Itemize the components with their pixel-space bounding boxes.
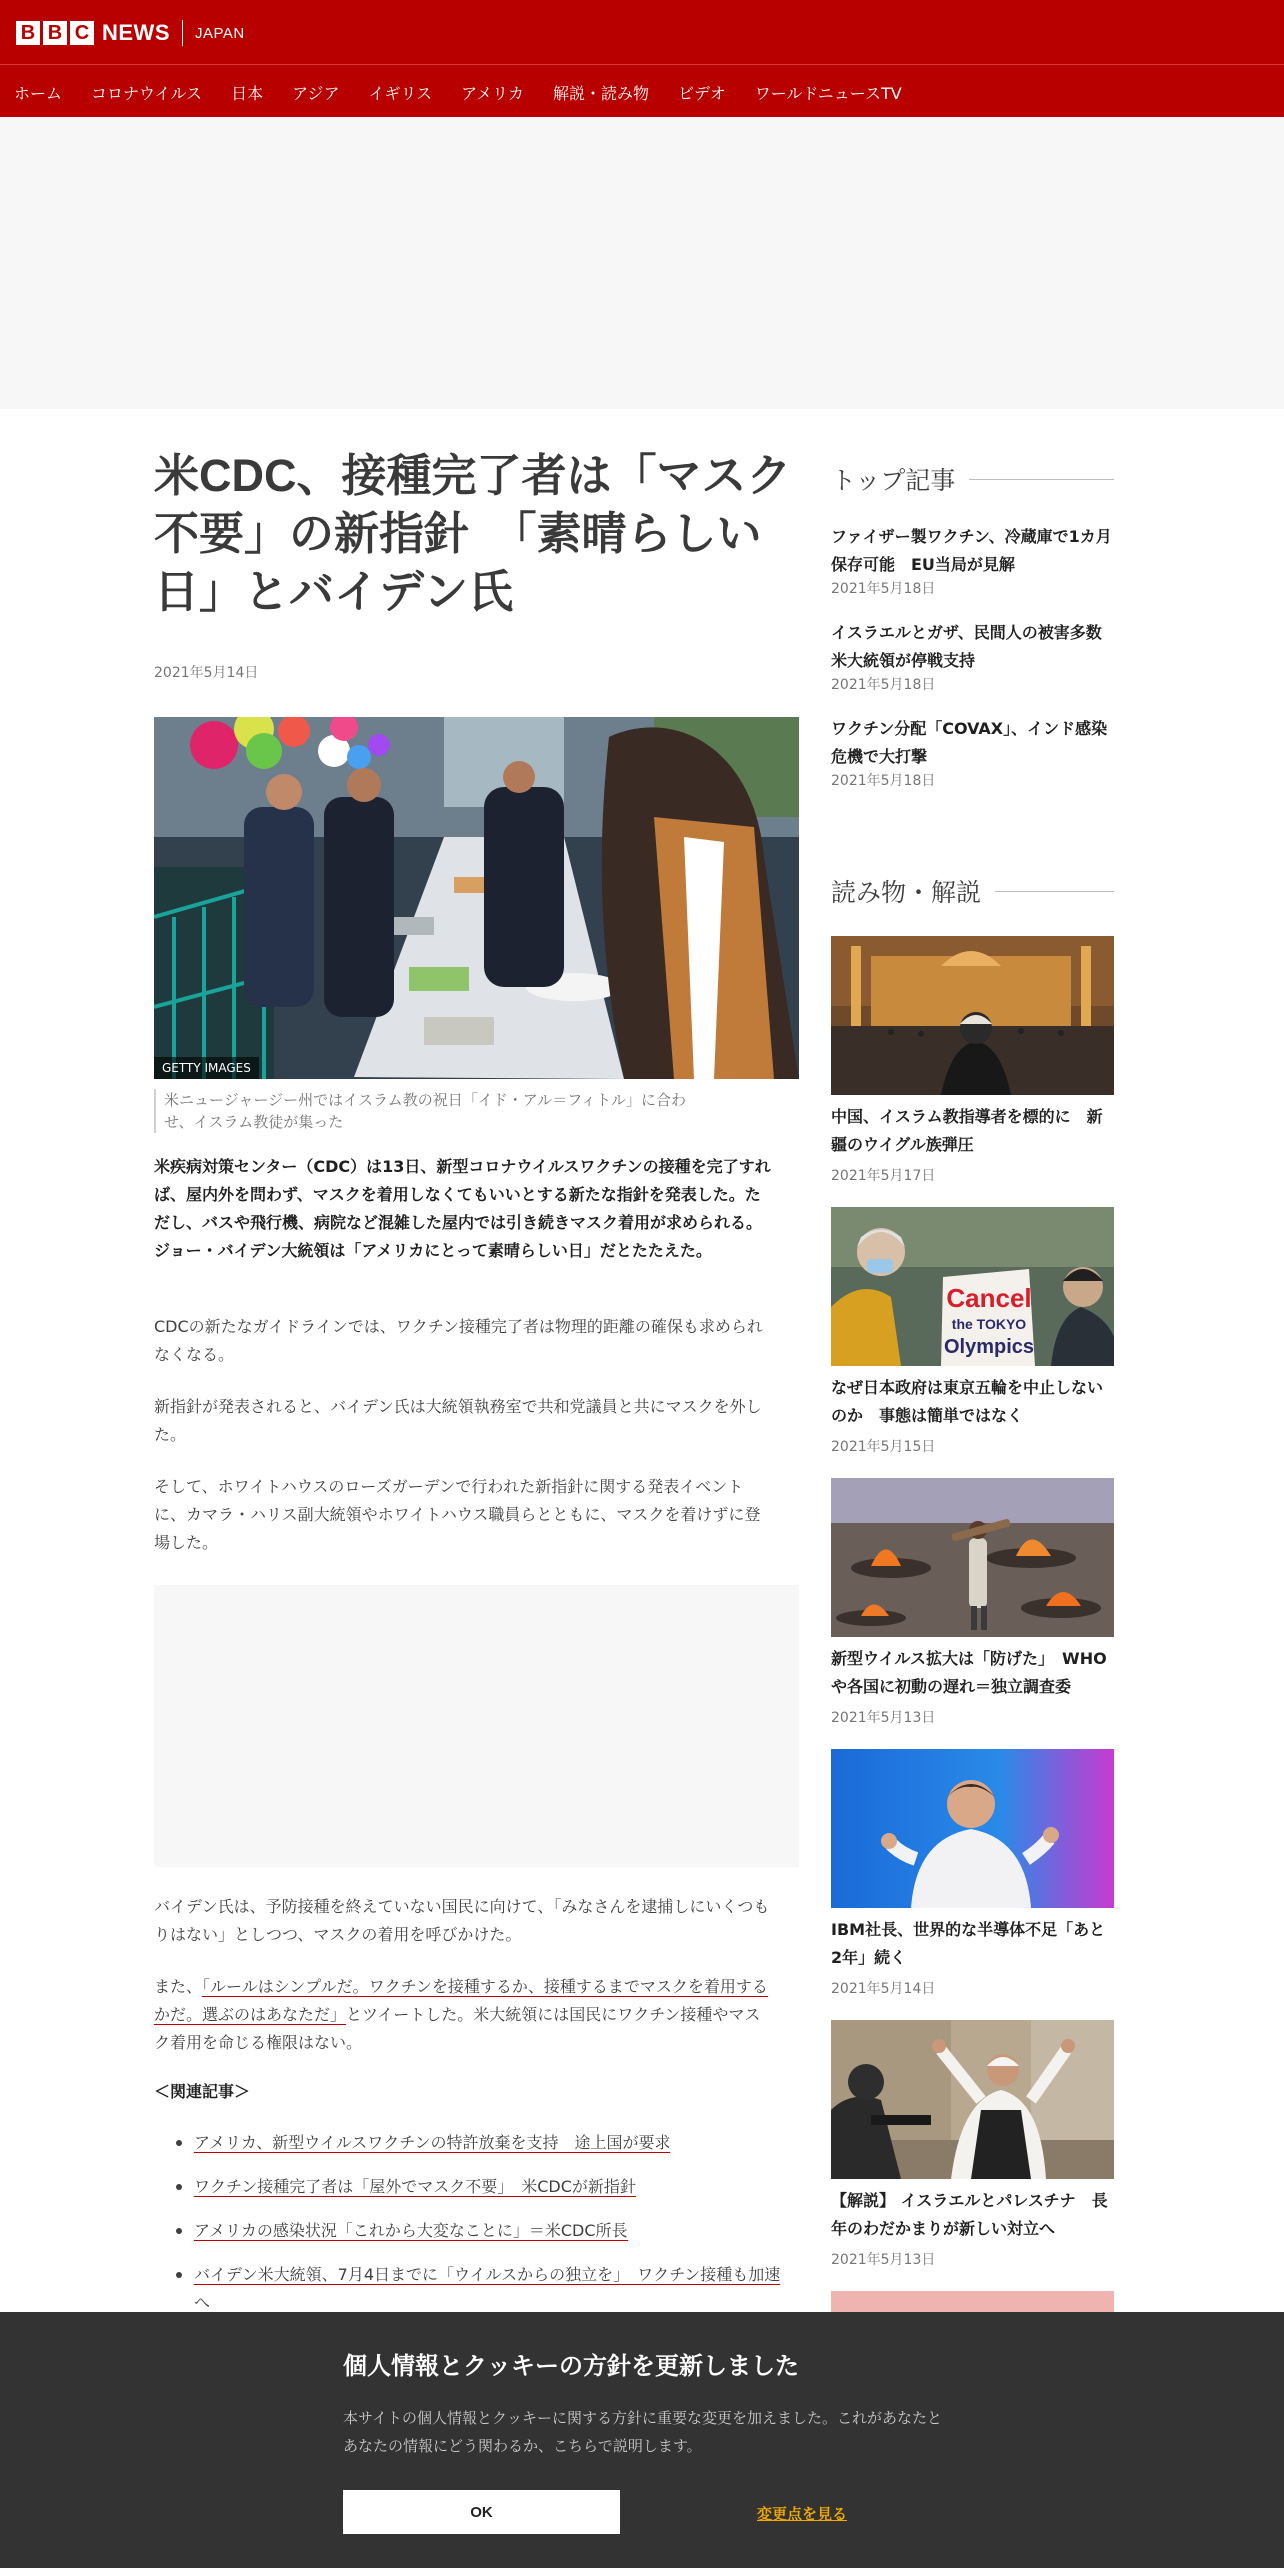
related-article-link[interactable]: ワクチン接種完了者は「屋外でマスク不要」 米CDCが新指針 — [194, 2177, 636, 2196]
top-story-date: 2021年5月18日 — [831, 677, 936, 693]
cookie-ok-button[interactable]: OK — [343, 2490, 620, 2534]
paragraph-text: とツイートした。米大統領には国民にワクチン接種やマスク着用を命じる権限はない。 — [154, 2005, 761, 2052]
top-story-item[interactable] — [831, 715, 1114, 791]
hero-image — [154, 717, 799, 1079]
nav-item-coronavirus[interactable]: コロナウイルス — [91, 84, 203, 103]
feature-date: 2021年5月13日 — [831, 2252, 936, 2268]
logo-news-wordmark: NEWS — [102, 20, 170, 45]
feature-title: なぜ日本政府は東京五輪を中止しないのか 事態は簡単ではなく — [831, 1378, 1104, 1425]
feature-title: 中国、イスラム教指導者を標的に 新疆のウイグル族弾圧 — [831, 1107, 1103, 1154]
top-story-date: 2021年5月18日 — [831, 581, 936, 597]
bbc-logo-letter: C — [70, 21, 94, 45]
logo-region-label: JAPAN — [195, 24, 245, 42]
article-paragraph: CDCの新たなガイドラインでは、ワクチン接種完了者は物理的距離の確保も求められなくなる。 — [154, 1317, 763, 1364]
related-articles-list — [174, 2129, 794, 2333]
article-paragraph: バイデン氏は、予防接種を終えていない国民に向けて、「みなさんを逮捕しにいくつもりはない」としつつ、マスクの着用を呼びかけた。 — [154, 1897, 770, 1944]
feature-date: 2021年5月13日 — [831, 1710, 936, 1726]
mosque-square-photo — [831, 936, 1114, 1095]
related-article-link[interactable]: アメリカ、新型ウイルスワクチンの特許放棄を支持 途上国が要求 — [194, 2133, 671, 2152]
feature-date: 2021年5月17日 — [831, 1168, 936, 1184]
bbc-logo-letter: B — [43, 21, 67, 45]
image-caption: 米ニュージャージー州ではイスラム教の祝日「イド・アル＝フィトル」に合わせ、イスラム教徒が集った — [154, 1089, 714, 1133]
feature-card[interactable] — [831, 1478, 1114, 1727]
cookie-consent-banner — [0, 2312, 1284, 2568]
top-story-title: ファイザー製ワクチン、冷蔵庫で1カ月保存可能 EU当局が見解 — [831, 527, 1112, 574]
cremation-pyres-photo — [831, 1478, 1114, 1637]
feature-card[interactable] — [831, 2020, 1114, 2269]
bbc-news-japan-logo[interactable] — [16, 20, 245, 46]
feature-title: 【解説】 イスラエルとパレスチナ 長年のわだかまりが新しい対立へ — [831, 2191, 1108, 2238]
feature-thumbnail — [831, 936, 1114, 1095]
bbc-logo-blocks — [16, 21, 94, 45]
nav-item-world-news-tv[interactable]: ワールドニュースTV — [754, 84, 902, 103]
nav-item-video[interactable]: ビデオ — [678, 84, 726, 103]
feature-card[interactable] — [831, 1207, 1114, 1456]
related-article-link[interactable]: アメリカの感染状況「これから大変なことに」＝米CDC所長 — [194, 2221, 628, 2240]
article-paragraph: そして、ホワイトハウスのローズガーデンで行われた新指針に関する発表イベントに、カマラ・ハリス副大統領やホワイトハウス職員らとともに、マスクを着けずに登場した。 — [154, 1477, 761, 1552]
paragraph-text: また、 — [154, 1977, 203, 1996]
article-date: 2021年5月14日 — [154, 665, 259, 681]
feature-thumbnail — [831, 1749, 1114, 1908]
nav-item-features[interactable]: 解説・読み物 — [553, 84, 650, 103]
list-item — [174, 2173, 794, 2201]
sign-word-tokyo: the TOKYO — [951, 1316, 1027, 1332]
list-item — [174, 2217, 794, 2245]
street-confrontation-photo — [831, 2020, 1114, 2179]
biden-tweet-link[interactable]: 「ルールはシンプルだ。ワクチンを接種するか、接種するまでマスクを着用するかだ。選ぶのはあなただ」 — [154, 1977, 768, 2024]
feature-card[interactable] — [831, 1749, 1114, 1998]
top-story-title: ワクチン分配「COVAX」、インド感染危機で大打撃 — [831, 719, 1108, 766]
inline-ad-slot — [154, 1585, 799, 1867]
article-headline: 米CDC、接種完了者は「マスク不要」の新指針 「素晴らしい日」とバイデン氏 — [154, 450, 792, 617]
list-item — [174, 2129, 794, 2157]
section-title: トップ記事 — [831, 467, 956, 495]
list-item — [174, 2261, 794, 2317]
nav-item-japan[interactable]: 日本 — [231, 84, 264, 103]
top-story-title: イスラエルとガザ、民間人の被害多数 米大統領が停戦支持 — [831, 623, 1118, 670]
cookie-see-changes-link[interactable]: 変更点を見る — [757, 2505, 848, 2523]
feature-title: 新型ウイルス拡大は「防げた」 WHOや各国に初動の遅れ＝独立調査委 — [831, 1649, 1107, 1696]
masthead — [0, 0, 1284, 64]
related-articles-heading: ＜関連記事＞ — [154, 2082, 251, 2101]
image-credit: GETTY IMAGES — [154, 1057, 259, 1079]
nav-item-asia[interactable]: アジア — [292, 84, 340, 103]
main-navigation — [0, 64, 1284, 117]
article-paragraph: 新指針が発表されると、バイデン氏は大統領執務室で共和党議員と共にマスクを外した。 — [154, 1397, 762, 1444]
nav-item-home[interactable]: ホーム — [14, 84, 63, 103]
related-article-link[interactable]: バイデン米大統領、7月4日までに「ウイルスからの独立を」 ワクチン接種も加速へ — [194, 2265, 781, 2312]
article-paragraph-with-link — [154, 1973, 774, 2057]
feature-thumbnail — [831, 1207, 1114, 1366]
top-story-item[interactable] — [831, 619, 1118, 695]
cookie-banner-title: 個人情報とクッキーの方針を更新しました — [343, 2353, 799, 2380]
top-story-item[interactable] — [831, 523, 1114, 599]
protest-sign-photo — [831, 1207, 1114, 1366]
logo-divider — [182, 20, 183, 46]
article-lead-paragraph: 米疾病対策センター（CDC）は13日、新型コロナウイルスワクチンの接種を完了すれば、屋内外を問わず、マスクを着用しなくてもいいとする新たな指針を発表した。ただし、バスや飛行機、病院など混雑した屋内では引き続きマスク着用が求められる。ジョー・バイデン大統領は「アメリカにとって素晴らしい日」だとたたえた。 — [154, 1157, 771, 1260]
cookie-banner-text: 本サイトの個人情報とクッキーに関する方針に重要な変更を加えました。これがあなたとあなたの情報にどう関わるか、こちらで説明します。 — [343, 2409, 942, 2455]
nav-item-us[interactable]: アメリカ — [461, 84, 525, 103]
sign-word-cancel: Cancel — [946, 1283, 1032, 1313]
feature-card[interactable] — [831, 936, 1114, 1185]
top-ad-slot — [0, 117, 1284, 409]
features-heading — [831, 873, 1114, 909]
top-story-date: 2021年5月18日 — [831, 773, 936, 789]
top-stories-heading — [831, 461, 1114, 497]
feature-date: 2021年5月15日 — [831, 1439, 936, 1455]
heading-rule — [995, 891, 1114, 892]
bbc-logo-letter: B — [16, 21, 40, 45]
feature-title: IBM社長、世界的な半導体不足「あと2年」続く — [831, 1920, 1106, 1967]
nav-list — [14, 81, 931, 104]
speaker-stage-photo — [831, 1749, 1114, 1908]
feature-thumbnail — [831, 2020, 1114, 2179]
nav-item-uk[interactable]: イギリス — [368, 84, 433, 103]
heading-rule — [969, 479, 1114, 480]
sign-word-olympics: Olympics — [943, 1336, 1035, 1358]
eid-gathering-photo — [154, 717, 799, 1079]
feature-date: 2021年5月14日 — [831, 1981, 936, 1997]
section-title: 読み物・解説 — [831, 879, 982, 907]
feature-thumbnail — [831, 1478, 1114, 1637]
